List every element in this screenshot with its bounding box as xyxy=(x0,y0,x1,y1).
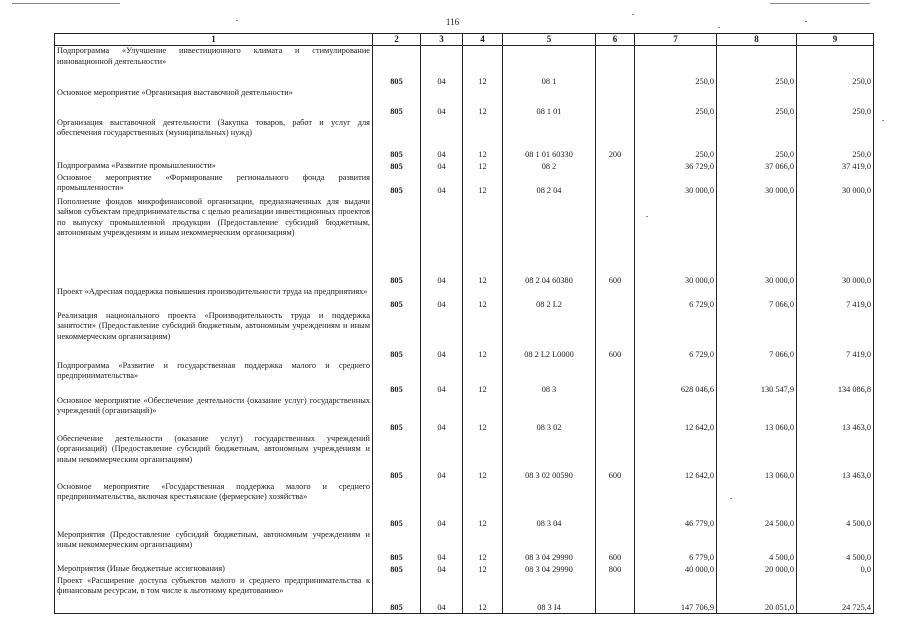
column-header: 3 xyxy=(421,34,463,46)
table-body xyxy=(55,46,874,614)
target-article-cell: 08 2 L2 xyxy=(503,287,596,311)
amount-year3-cell: 7 419,0 xyxy=(797,287,874,311)
table-row xyxy=(55,173,874,197)
amount-year1-cell: 40 000,0 xyxy=(635,564,717,576)
grbs-cell: 805 xyxy=(373,576,421,614)
expense-type-cell: 600 xyxy=(596,311,635,361)
grbs-cell: 805 xyxy=(373,564,421,576)
grbs-cell: 805 xyxy=(373,161,421,173)
amount-year2-cell: 13 060,0 xyxy=(717,434,797,482)
subsection-cell: 12 xyxy=(463,46,503,88)
row-name-cell: Обеспечение деятельности (оказание услуг) государственных учреждений (организаций) (Предоставление субсидий бюджетным, автономным учреждениям и иным некоммерческим организациям) xyxy=(55,434,373,482)
row-name-cell: Организация выставочной деятельности (Закупка товаров, работ и услуг для обеспечения государственных (муниципальных) нужд) xyxy=(55,118,373,161)
target-article-cell: 08 2 L2 L0000 xyxy=(503,311,596,361)
table-row xyxy=(55,287,874,311)
section-cell: 04 xyxy=(421,197,463,287)
subsection-cell: 12 xyxy=(463,576,503,614)
amount-year3-cell: 250,0 xyxy=(797,88,874,118)
subsection-cell: 12 xyxy=(463,118,503,161)
column-header: 4 xyxy=(463,34,503,46)
expense-type-cell: 200 xyxy=(596,118,635,161)
target-article-cell: 08 3 xyxy=(503,361,596,396)
table-row xyxy=(55,530,874,564)
section-cell: 04 xyxy=(421,311,463,361)
amount-year3-cell: 13 463,0 xyxy=(797,434,874,482)
expense-type-cell xyxy=(596,361,635,396)
target-article-cell: 08 3 04 29990 xyxy=(503,564,596,576)
section-cell: 04 xyxy=(421,118,463,161)
table-row xyxy=(55,564,874,576)
amount-year2-cell: 37 066,0 xyxy=(717,161,797,173)
grbs-cell: 805 xyxy=(373,118,421,161)
row-name-cell: Подпрограмма «Улучшение инвестиционного климата и стимулирование инновационной деятельности» xyxy=(55,46,373,88)
row-name-cell: Мероприятия (Иные бюджетные ассигнования) xyxy=(55,564,373,576)
section-cell: 04 xyxy=(421,396,463,434)
section-cell: 04 xyxy=(421,361,463,396)
page-number: 116 xyxy=(445,17,460,27)
amount-year1-cell: 12 642,0 xyxy=(635,434,717,482)
table-row xyxy=(55,311,874,361)
column-header: 2 xyxy=(373,34,421,46)
amount-year1-cell: 36 729,0 xyxy=(635,161,717,173)
amount-year1-cell: 147 706,9 xyxy=(635,576,717,614)
amount-year3-cell: 0,0 xyxy=(797,564,874,576)
grbs-cell: 805 xyxy=(373,173,421,197)
row-name-cell: Проект «Расширение доступа субъектов малого и среднего предпринимательства к финансовым ресурсам, в том числе к льготному кредитованию» xyxy=(55,576,373,614)
grbs-cell: 805 xyxy=(373,530,421,564)
expense-type-cell xyxy=(596,46,635,88)
subsection-cell: 12 xyxy=(463,161,503,173)
row-name-cell: Пополнение фондов микрофинансовой организации, предназначенных для выдачи займов субъектам предпринимательства с целью реализации инвестиционных проектов по выпуску промышленной продукции (Предоставление субсидий бюджетным, автономным учреждениям и иным некоммерческим организациям) xyxy=(55,197,373,287)
amount-year3-cell: 37 419,0 xyxy=(797,161,874,173)
amount-year1-cell: 12 642,0 xyxy=(635,396,717,434)
target-article-cell: 08 3 04 29990 xyxy=(503,530,596,564)
expense-type-cell xyxy=(596,173,635,197)
table-row xyxy=(55,161,874,173)
target-article-cell: 08 3 04 xyxy=(503,482,596,530)
target-article-cell: 08 2 xyxy=(503,161,596,173)
amount-year1-cell: 6 779,0 xyxy=(635,530,717,564)
amount-year3-cell: 30 000,0 xyxy=(797,197,874,287)
target-article-cell: 08 2 04 xyxy=(503,173,596,197)
amount-year2-cell: 7 066,0 xyxy=(717,287,797,311)
amount-year2-cell: 30 000,0 xyxy=(717,173,797,197)
column-header: 1 xyxy=(55,34,373,46)
target-article-cell: 08 1 01 60330 xyxy=(503,118,596,161)
section-cell: 04 xyxy=(421,287,463,311)
row-name-cell: Основное мероприятие «Государственная поддержка малого и среднего предпринимательства, включая крестьянские (фермерские) хозяйства» xyxy=(55,482,373,530)
amount-year2-cell: 250,0 xyxy=(717,46,797,88)
amount-year2-cell: 20 051,0 xyxy=(717,576,797,614)
grbs-cell: 805 xyxy=(373,361,421,396)
target-article-cell: 08 1 01 xyxy=(503,88,596,118)
amount-year3-cell: 24 725,4 xyxy=(797,576,874,614)
amount-year2-cell: 7 066,0 xyxy=(717,311,797,361)
table-row xyxy=(55,434,874,482)
subsection-cell: 12 xyxy=(463,564,503,576)
subsection-cell: 12 xyxy=(463,311,503,361)
amount-year1-cell: 46 779,0 xyxy=(635,482,717,530)
table-row xyxy=(55,482,874,530)
scan-speck xyxy=(632,14,634,15)
amount-year1-cell: 6 729,0 xyxy=(635,311,717,361)
scan-speck xyxy=(236,20,238,21)
table-row xyxy=(55,118,874,161)
row-name-cell: Реализация национального проекта «Производительность труда и поддержка занятости» (Предоставление субсидий бюджетным, автономным учреждениям и иным некоммерческим организациям) xyxy=(55,311,373,361)
table-header-row xyxy=(55,34,874,46)
expense-type-cell xyxy=(596,396,635,434)
section-cell: 04 xyxy=(421,88,463,118)
grbs-cell: 805 xyxy=(373,311,421,361)
amount-year1-cell: 30 000,0 xyxy=(635,197,717,287)
column-header: 8 xyxy=(717,34,797,46)
amount-year2-cell: 30 000,0 xyxy=(717,197,797,287)
section-cell: 04 xyxy=(421,564,463,576)
column-header: 9 xyxy=(797,34,874,46)
subsection-cell: 12 xyxy=(463,361,503,396)
row-name-cell: Подпрограмма «Развитие и государственная поддержка малого и среднего предпринимательства» xyxy=(55,361,373,396)
target-article-cell: 08 1 xyxy=(503,46,596,88)
grbs-cell: 805 xyxy=(373,482,421,530)
expense-type-cell: 600 xyxy=(596,434,635,482)
table-row xyxy=(55,361,874,396)
expense-type-cell: 600 xyxy=(596,197,635,287)
amount-year3-cell: 4 500,0 xyxy=(797,482,874,530)
row-name-cell: Основное мероприятие «Организация выставочной деятельности» xyxy=(55,88,373,118)
amount-year1-cell: 6 729,0 xyxy=(635,287,717,311)
table-row xyxy=(55,576,874,614)
amount-year2-cell: 20 000,0 xyxy=(717,564,797,576)
expense-type-cell: 800 xyxy=(596,564,635,576)
row-name-cell: Проект «Адресная поддержка повышения производительности труда на предприятиях» xyxy=(55,287,373,311)
amount-year1-cell: 30 000,0 xyxy=(635,173,717,197)
column-header: 5 xyxy=(503,34,596,46)
target-article-cell: 08 3 02 00590 xyxy=(503,434,596,482)
budget-table xyxy=(54,33,874,614)
expense-type-cell xyxy=(596,482,635,530)
target-article-cell: 08 3 02 xyxy=(503,396,596,434)
amount-year2-cell: 250,0 xyxy=(717,118,797,161)
grbs-cell: 805 xyxy=(373,88,421,118)
section-cell: 04 xyxy=(421,530,463,564)
row-name-cell: Подпрограмма «Развитие промышленности» xyxy=(55,161,373,173)
scan-speck xyxy=(718,27,720,28)
subsection-cell: 12 xyxy=(463,287,503,311)
grbs-cell: 805 xyxy=(373,287,421,311)
expense-type-cell xyxy=(596,576,635,614)
table-row xyxy=(55,88,874,118)
expense-type-cell xyxy=(596,88,635,118)
amount-year1-cell: 628 046,6 xyxy=(635,361,717,396)
amount-year3-cell: 7 419,0 xyxy=(797,311,874,361)
section-cell: 04 xyxy=(421,161,463,173)
amount-year2-cell: 13 060,0 xyxy=(717,396,797,434)
amount-year3-cell: 250,0 xyxy=(797,118,874,161)
amount-year2-cell: 250,0 xyxy=(717,88,797,118)
column-header: 6 xyxy=(596,34,635,46)
grbs-cell: 805 xyxy=(373,434,421,482)
amount-year3-cell: 30 000,0 xyxy=(797,173,874,197)
section-cell: 04 xyxy=(421,434,463,482)
amount-year2-cell: 24 500,0 xyxy=(717,482,797,530)
section-cell: 04 xyxy=(421,173,463,197)
subsection-cell: 12 xyxy=(463,173,503,197)
table-row xyxy=(55,396,874,434)
row-name-cell: Основное мероприятие «Формирование регионального фонда развития промышленности» xyxy=(55,173,373,197)
subsection-cell: 12 xyxy=(463,396,503,434)
subsection-cell: 12 xyxy=(463,530,503,564)
amount-year1-cell: 250,0 xyxy=(635,46,717,88)
table-row xyxy=(55,46,874,88)
amount-year3-cell: 134 086,8 xyxy=(797,361,874,396)
amount-year3-cell: 4 500,0 xyxy=(797,530,874,564)
scan-speck xyxy=(770,3,870,4)
amount-year3-cell: 13 463,0 xyxy=(797,396,874,434)
scan-speck xyxy=(12,3,120,4)
expense-type-cell: 600 xyxy=(596,530,635,564)
row-name-cell: Мероприятия (Предоставление субсидий бюджетным, автономным учреждениям и иным некоммерческим организациям) xyxy=(55,530,373,564)
amount-year1-cell: 250,0 xyxy=(635,118,717,161)
section-cell: 04 xyxy=(421,576,463,614)
amount-year2-cell: 4 500,0 xyxy=(717,530,797,564)
subsection-cell: 12 xyxy=(463,88,503,118)
subsection-cell: 12 xyxy=(463,197,503,287)
scan-speck xyxy=(646,216,648,217)
target-article-cell: 08 2 04 60380 xyxy=(503,197,596,287)
grbs-cell: 805 xyxy=(373,46,421,88)
expense-type-cell xyxy=(596,287,635,311)
subsection-cell: 12 xyxy=(463,434,503,482)
section-cell: 04 xyxy=(421,482,463,530)
amount-year1-cell: 250,0 xyxy=(635,88,717,118)
scan-speck xyxy=(730,498,732,499)
table-row xyxy=(55,197,874,287)
section-cell: 04 xyxy=(421,46,463,88)
subsection-cell: 12 xyxy=(463,482,503,530)
scan-speck xyxy=(882,120,884,121)
scan-speck xyxy=(805,21,807,22)
column-header: 7 xyxy=(635,34,717,46)
row-name-cell: Основное мероприятие «Обеспечение деятельности (оказание услуг) государственных учреждений (организаций)» xyxy=(55,396,373,434)
target-article-cell: 08 3 I4 xyxy=(503,576,596,614)
grbs-cell: 805 xyxy=(373,396,421,434)
amount-year2-cell: 130 547,9 xyxy=(717,361,797,396)
grbs-cell: 805 xyxy=(373,197,421,287)
expense-type-cell xyxy=(596,161,635,173)
amount-year3-cell: 250,0 xyxy=(797,46,874,88)
